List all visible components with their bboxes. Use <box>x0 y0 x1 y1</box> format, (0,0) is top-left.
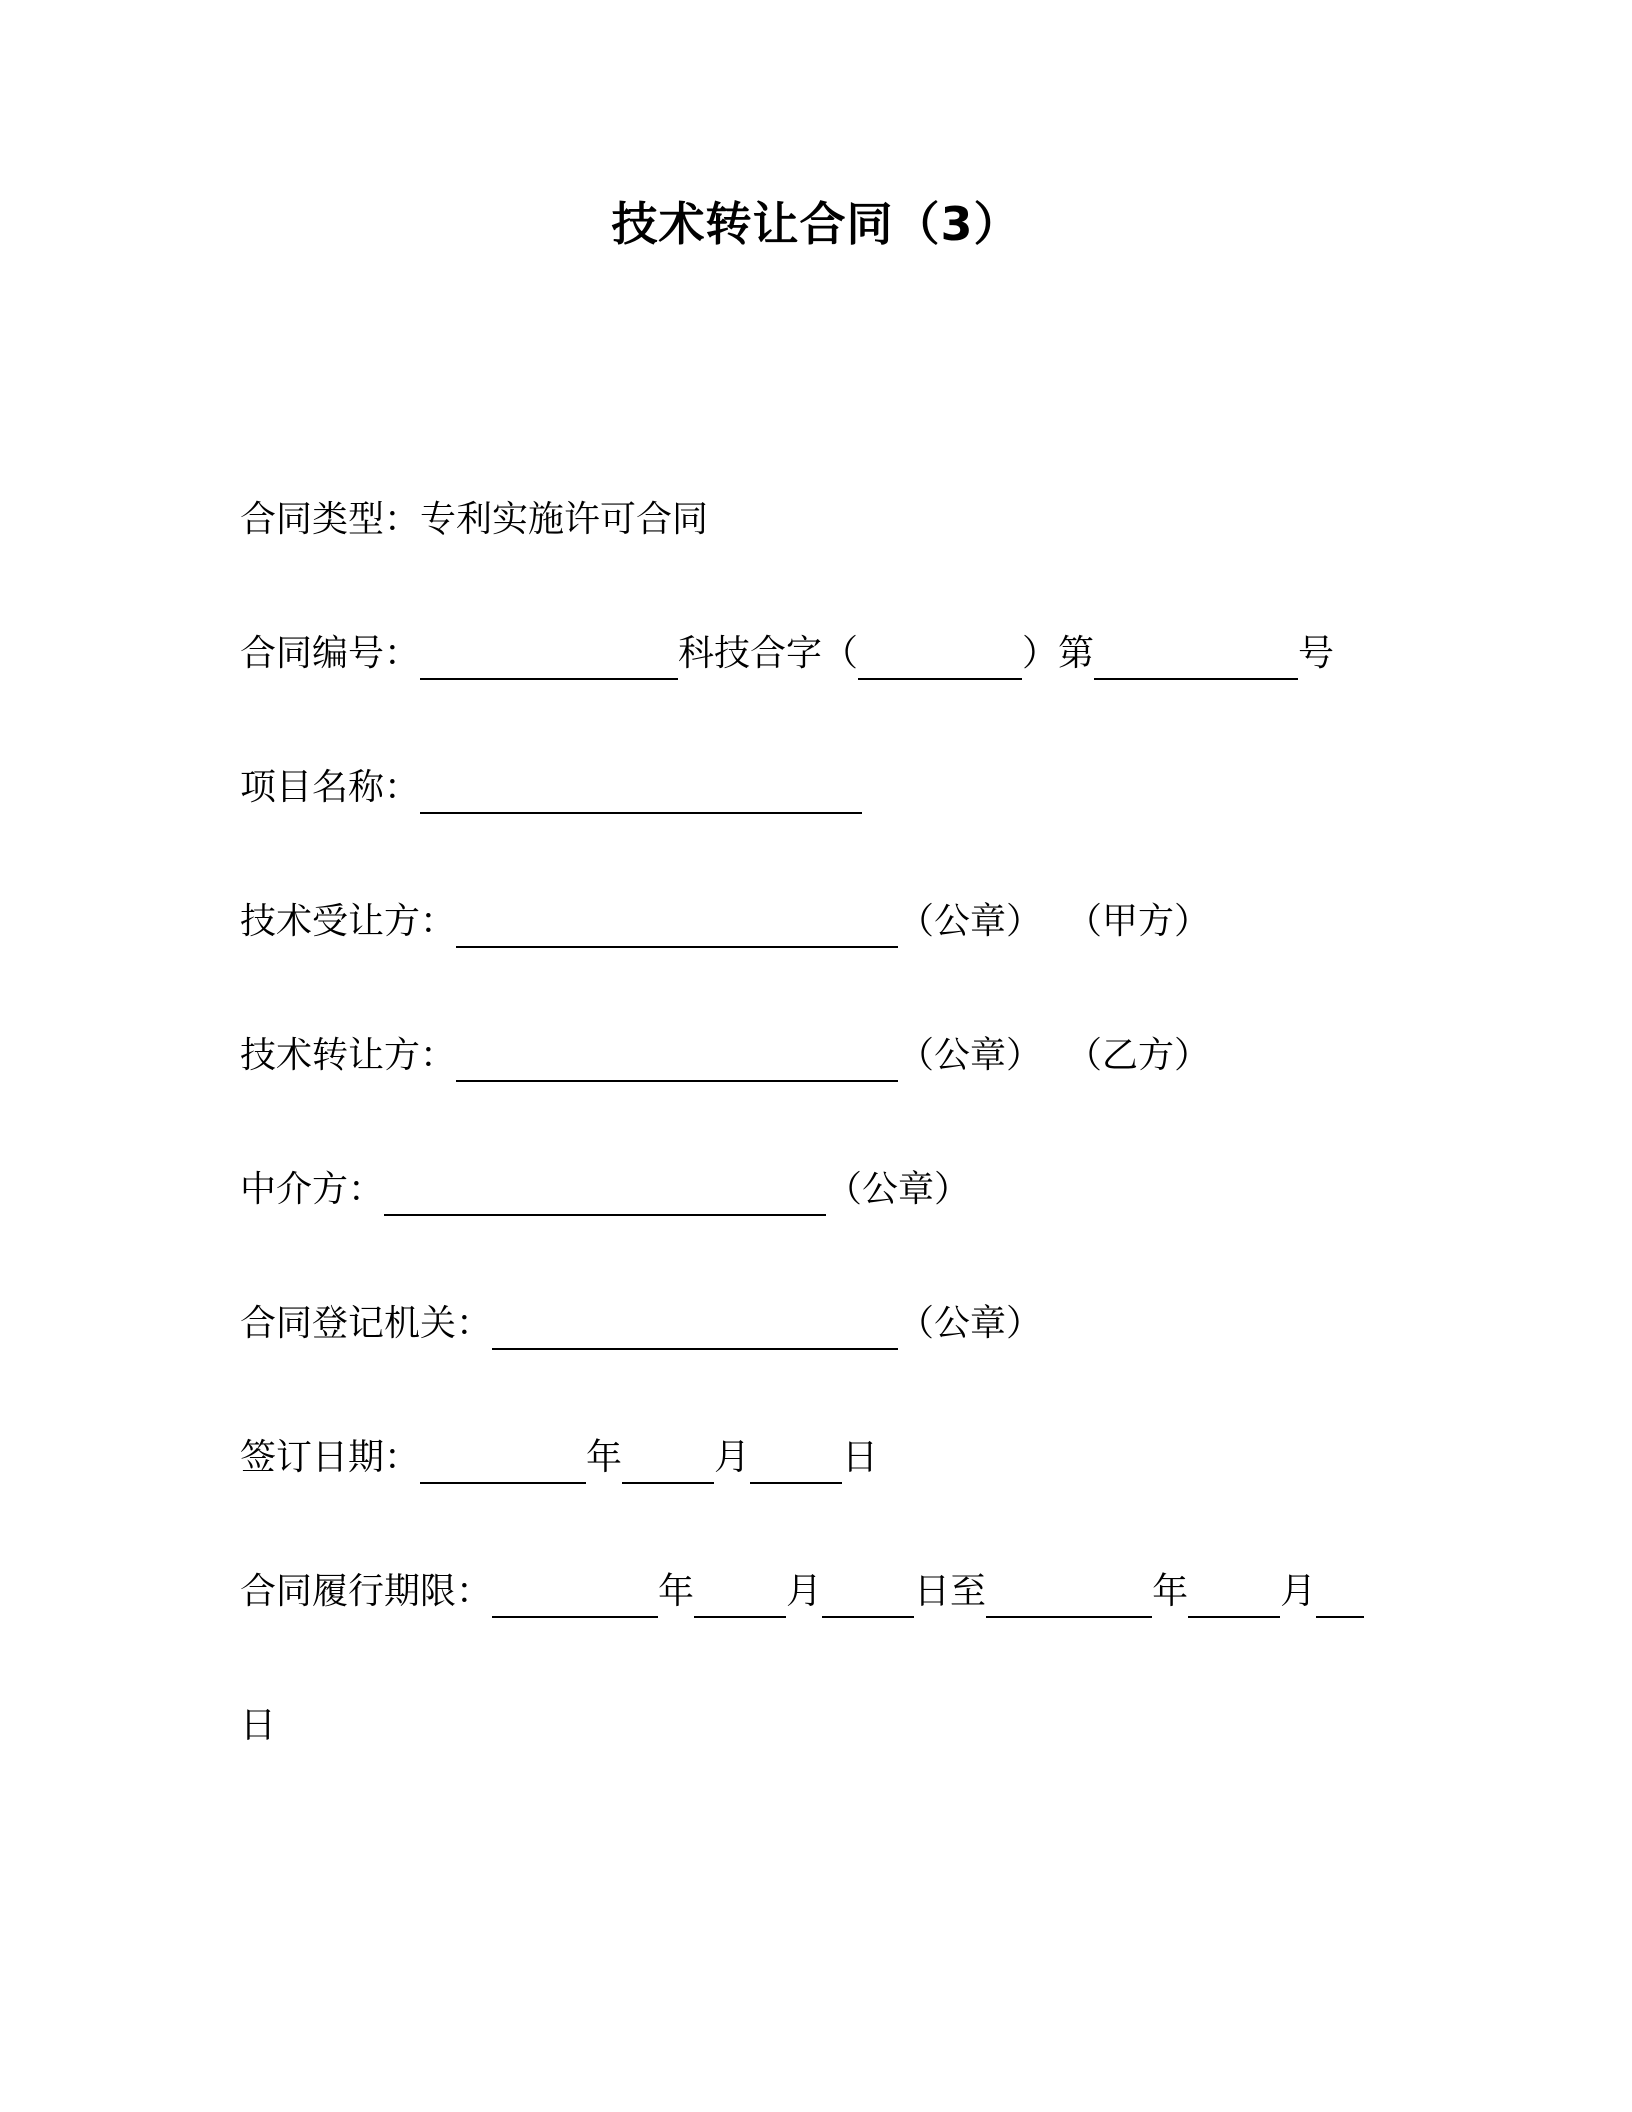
term-end-day-field[interactable] <box>1316 1566 1364 1618</box>
signing-date-label: 签订日期： <box>240 1437 421 1478</box>
transferee-label: 技术受让方： <box>240 901 457 942</box>
term-start-year-field[interactable] <box>492 1566 658 1618</box>
contract-number-row <box>240 628 1334 680</box>
transferee-row <box>240 896 1210 948</box>
contract-type-row <box>240 494 708 546</box>
signing-year-field[interactable] <box>420 1432 586 1484</box>
signing-month-label: 月 <box>714 1437 751 1478</box>
registration-authority-label: 合同登记机关： <box>240 1303 493 1344</box>
term-start-month-label: 月 <box>786 1571 823 1612</box>
registration-authority-field[interactable] <box>492 1298 898 1350</box>
term-end-day-row <box>240 1700 276 1752</box>
contract-type-label: 合同类型： <box>240 499 421 540</box>
project-name-row <box>240 762 862 814</box>
term-start-day-to-label: 日至 <box>914 1571 987 1612</box>
intermediary-field[interactable] <box>384 1164 826 1216</box>
transferee-seal: （公章） <box>898 901 1043 942</box>
term-row <box>240 1566 1364 1618</box>
intermediary-row <box>240 1164 970 1216</box>
project-name-field[interactable] <box>420 762 862 814</box>
page-title: 技术转让合同（3） <box>611 197 1021 251</box>
project-name-label: 项目名称： <box>240 767 421 808</box>
signing-year-label: 年 <box>586 1437 623 1478</box>
registration-authority-seal: （公章） <box>898 1303 1043 1344</box>
contract-number-close: ）第 <box>1022 633 1095 674</box>
contract-number-suffix: 号 <box>1298 633 1335 674</box>
intermediary-label: 中介方： <box>240 1169 385 1210</box>
transferor-party: （乙方） <box>1066 1035 1211 1076</box>
signing-day-field[interactable] <box>750 1432 842 1484</box>
contract-number-prefix: 科技合字（ <box>678 633 859 674</box>
term-label: 合同履行期限： <box>240 1571 493 1612</box>
signing-date-row <box>240 1432 878 1484</box>
term-end-day-label: 日 <box>240 1705 277 1746</box>
transferee-party: （甲方） <box>1066 901 1211 942</box>
contract-number-field[interactable] <box>420 628 678 680</box>
registration-authority-row <box>240 1298 1042 1350</box>
term-start-year-label: 年 <box>658 1571 695 1612</box>
contract-number-seq-field[interactable] <box>1094 628 1298 680</box>
transferee-field[interactable] <box>456 896 898 948</box>
contract-number-label: 合同编号： <box>240 633 421 674</box>
term-end-year-label: 年 <box>1152 1571 1189 1612</box>
term-end-month-field[interactable] <box>1188 1566 1280 1618</box>
signing-month-field[interactable] <box>622 1432 714 1484</box>
transferor-field[interactable] <box>456 1030 898 1082</box>
term-end-year-field[interactable] <box>986 1566 1152 1618</box>
term-end-month-label: 月 <box>1280 1571 1317 1612</box>
signing-day-label: 日 <box>842 1437 879 1478</box>
contract-number-code-field[interactable] <box>858 628 1022 680</box>
transferor-seal: （公章） <box>898 1035 1043 1076</box>
contract-type-value: 专利实施许可合同 <box>420 499 709 540</box>
intermediary-seal: （公章） <box>826 1169 971 1210</box>
transferor-label: 技术转让方： <box>240 1035 457 1076</box>
transferor-row <box>240 1030 1210 1082</box>
term-start-month-field[interactable] <box>694 1566 786 1618</box>
term-start-day-field[interactable] <box>822 1566 914 1618</box>
